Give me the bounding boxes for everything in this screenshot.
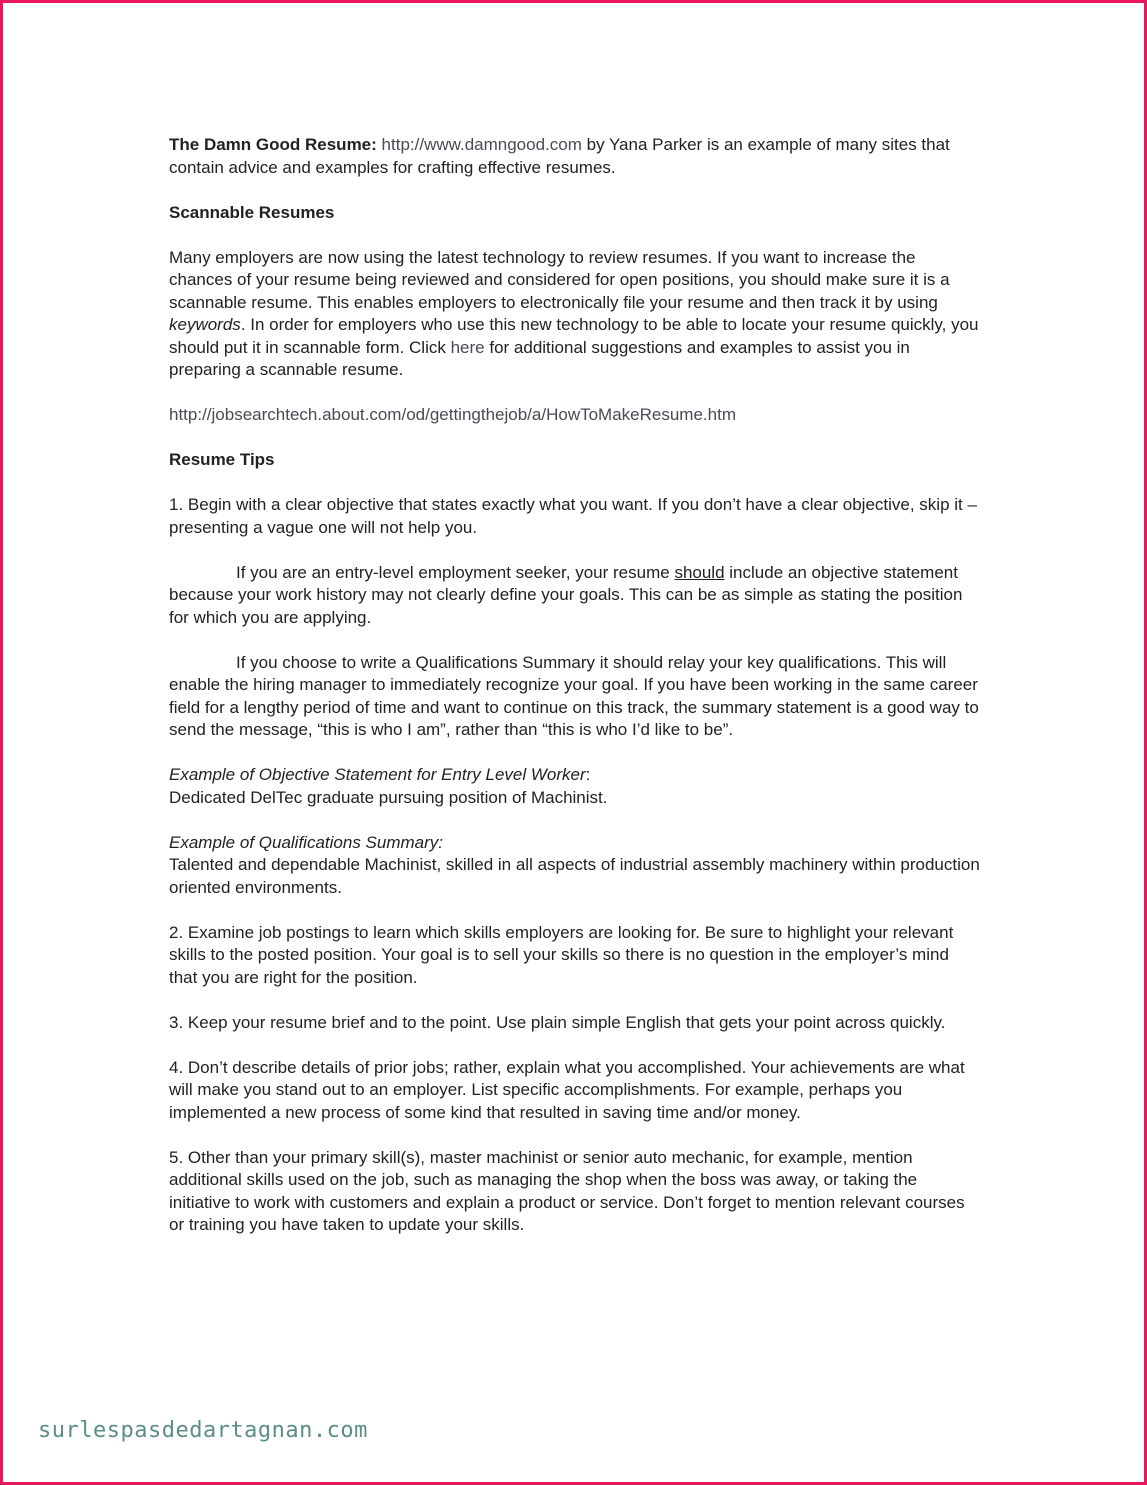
- objective-example: [169, 764, 981, 809]
- tip-3: 3. Keep your resume brief and to the point. Use plain simple English that gets your point across quickly.: [169, 1012, 946, 1032]
- scannable-text-c: for additional suggestions and examples to assist you in preparing a scannable resume.: [169, 337, 910, 379]
- objective-example-text: Dedicated DelTec graduate pursuing position of Machinist.: [169, 787, 608, 807]
- entry-level-paragraph: [169, 562, 981, 630]
- document-body: [169, 134, 981, 1259]
- qualifications-example-text: Talented and dependable Machinist, skilled in all aspects of industrial assembly machinery within production oriented environments.: [169, 855, 980, 897]
- should-emphasis: should: [674, 562, 725, 582]
- keywords-term: keywords: [169, 315, 241, 334]
- objective-example-colon: :: [585, 765, 591, 784]
- tip-5: 5. Other than your primary skill(s), master machinist or senior auto mechanic, for example, mention additional skills used on the job, such as managing the shop when the boss was away, or taking the initiative to work with customers and explain a product or service. Don’t forget to mention relevant courses or training you have taken to update your skills.: [169, 1147, 965, 1234]
- qualifications-example-label: Example of Qualifications Summary:: [169, 832, 443, 852]
- scannable-url-paragraph: [169, 404, 981, 427]
- damngood-link[interactable]: http://www.damngood.com: [381, 135, 582, 154]
- site-watermark: surlespasdedartagnan.com: [38, 1418, 368, 1443]
- scannable-heading: Scannable Resumes: [169, 202, 335, 222]
- tip-2: 2. Examine job postings to learn which skills employers are looking for. Be sure to highlight your relevant skills to the posted position. Your goal is to sell your skills so there is no question in the employer’s mind that you are right for the position.: [169, 922, 954, 987]
- qualifications-paragraph: If you choose to write a Qualifications Summary it should relay your key qualifications. This will enable the hiring manager to immediately recognize your goal. If you have been working in the same career field for a lengthy period of time and want to continue on this track, the summary statement is a good way to send the message, “this is who I am”, rather than “this is who I’d like to be”.: [169, 652, 979, 739]
- qualifications-example: [169, 832, 981, 900]
- here-link[interactable]: here: [450, 337, 485, 357]
- intro-text: by Yana Parker is an example of many sites that contain advice and examples for crafting effective resumes.: [169, 135, 950, 177]
- scannable-text-b: . In order for employers who use this new technology to be able to locate your resume quickly, you should put it in scannable form. Click: [169, 315, 979, 357]
- resume-tips-heading: Resume Tips: [169, 450, 275, 469]
- tip-4: 4. Don’t describe details of prior jobs; rather, explain what you accomplished. Your achievements are what will make you stand out to an employer. List specific accomplishments. For example, perhaps you implemented a new process of some kind that resulted in saving time and/or money.: [169, 1057, 965, 1122]
- objective-example-label: Example of Objective Statement for Entry Level Worker: [169, 765, 586, 784]
- entry-text-b: include an objective statement because your work history may not clearly define your goals. This can be as simple as stating the position for which you are applying.: [169, 562, 963, 627]
- entry-text-a: If you are an entry-level employment seeker, your resume: [236, 562, 670, 582]
- scannable-paragraph: [169, 247, 981, 382]
- scannable-text-a: Many employers are now using the latest technology to review resumes. If you want to increase the chances of your resume being reviewed and considered for open positions, you should make sure it is a scannable resume. This enables employers to electronically file your resume and then track it by using: [169, 247, 950, 312]
- tip-1: 1. Begin with a clear objective that states exactly what you want. If you don’t have a clear objective, skip it – presenting a vague one will not help you.: [169, 495, 977, 537]
- intro-title: The Damn Good Resume:: [169, 135, 377, 154]
- jobsearchtech-link[interactable]: http://jobsearchtech.about.com/od/gettingthejob/a/HowToMakeResume.htm: [169, 405, 736, 424]
- intro-paragraph: [169, 134, 981, 179]
